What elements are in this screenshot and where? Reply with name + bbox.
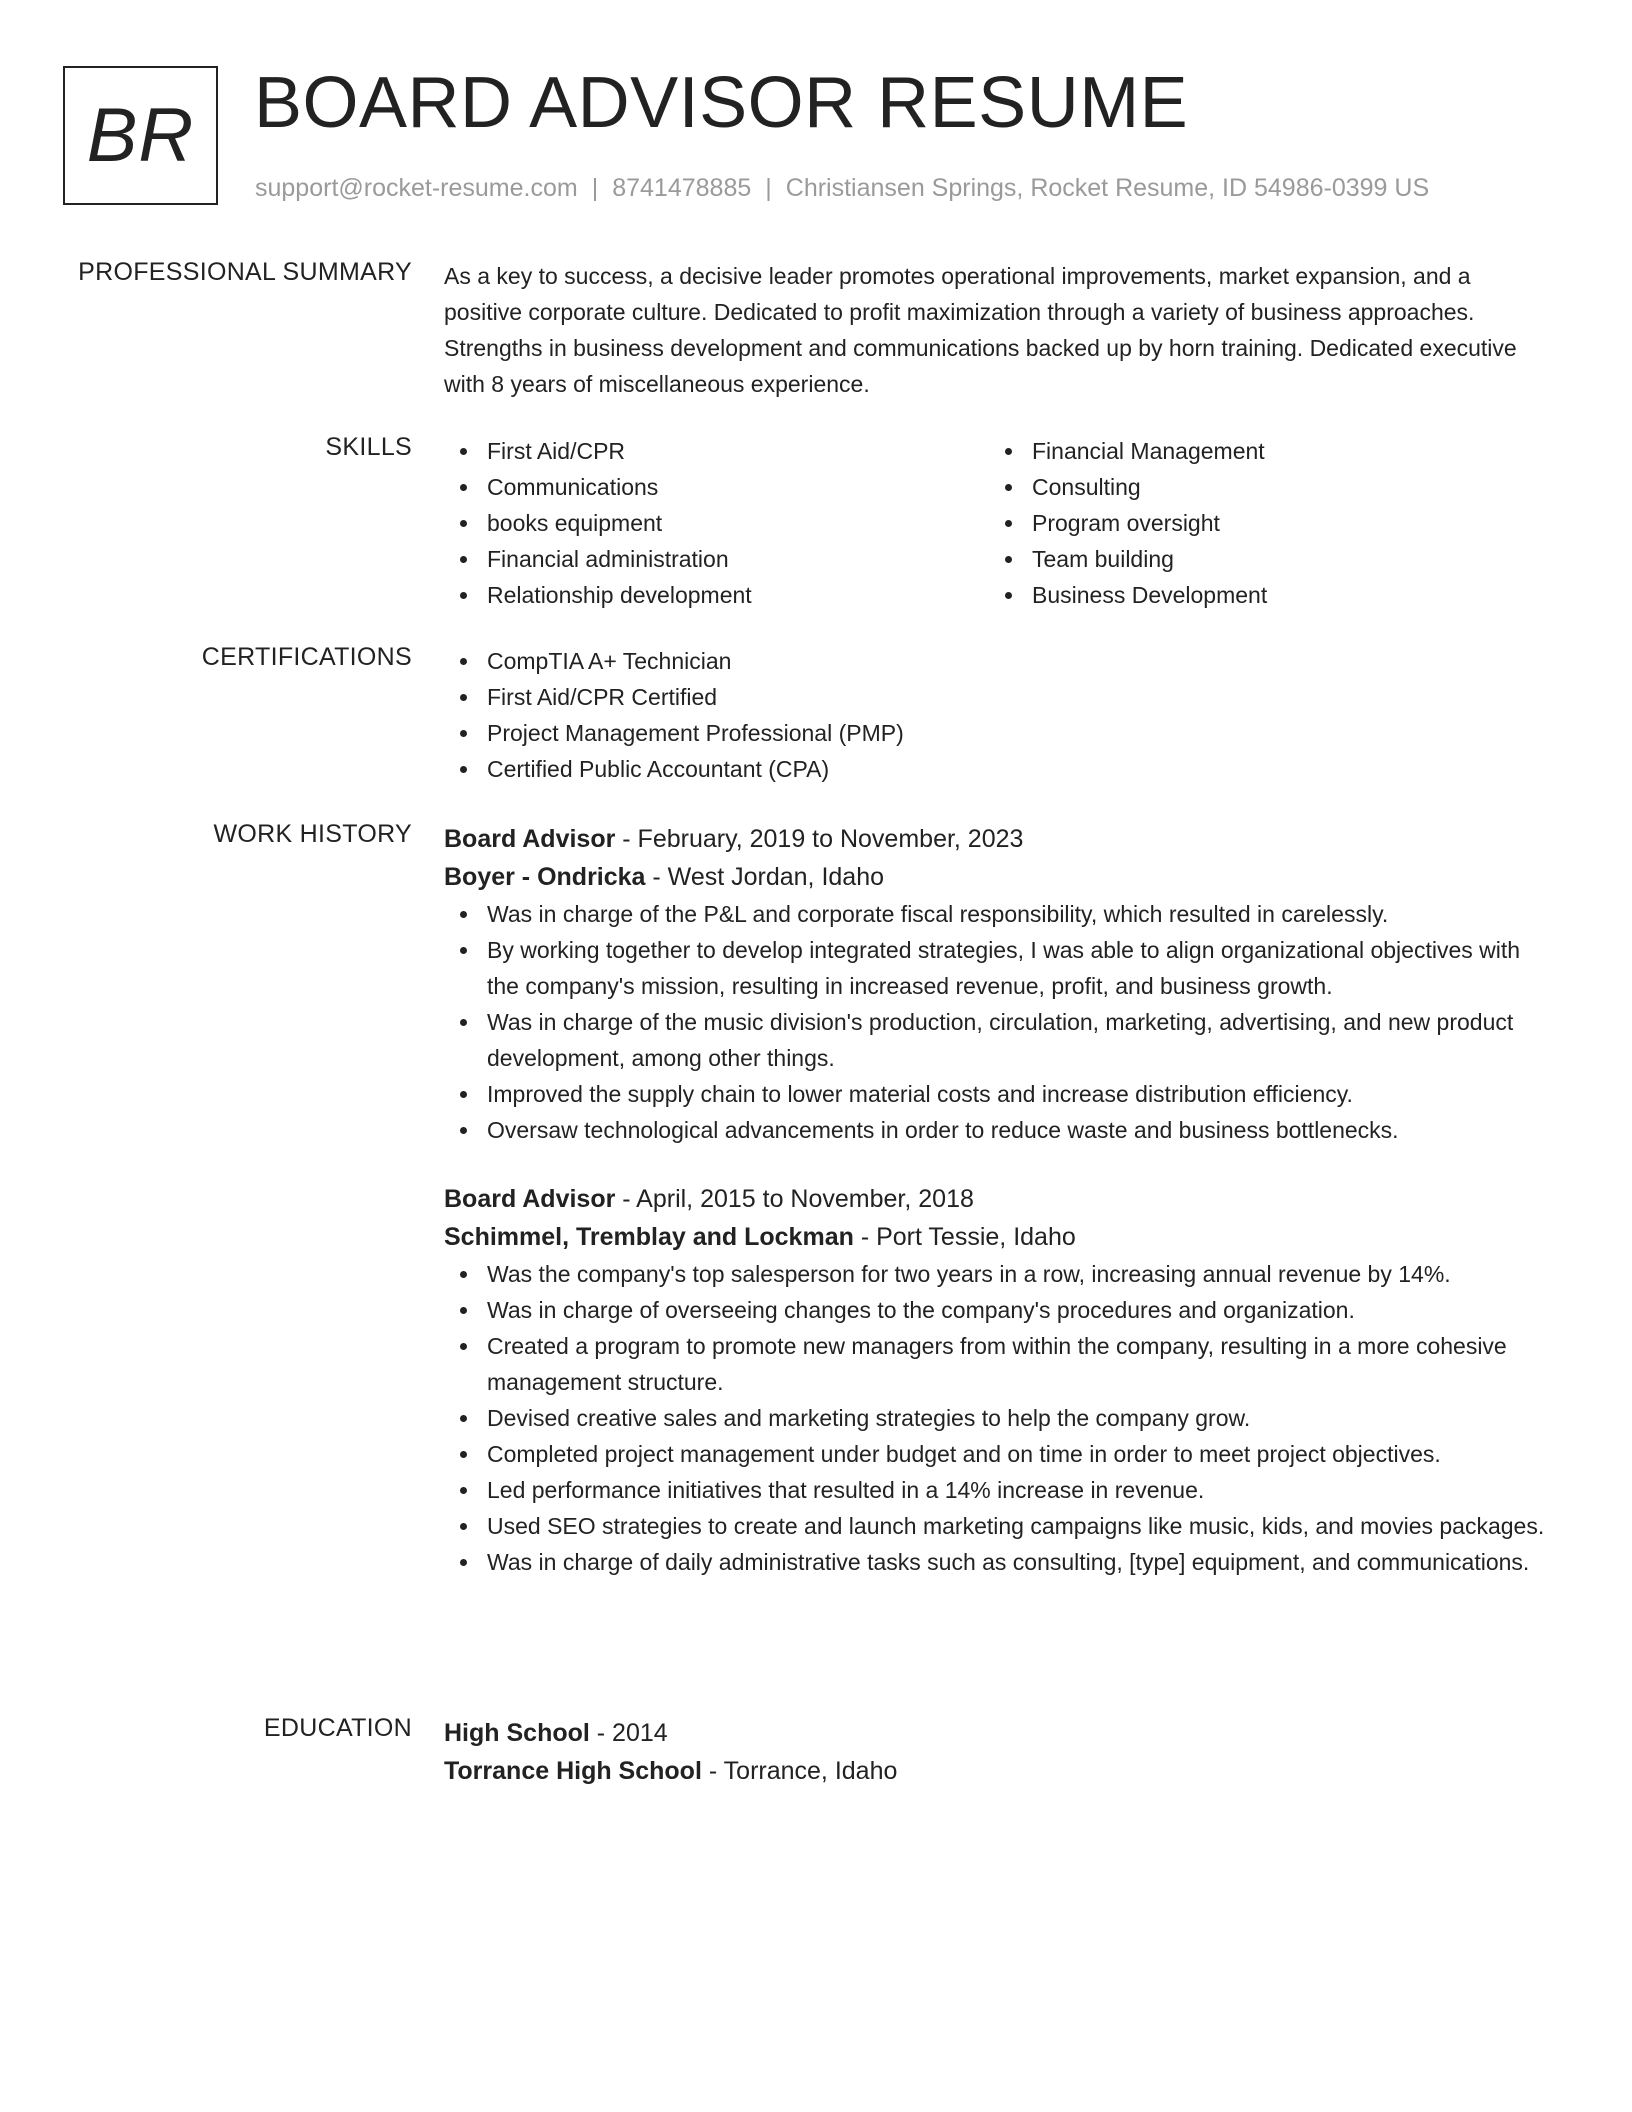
skills-heading: SKILLS bbox=[325, 433, 412, 461]
education-location: - Torrance, Idaho bbox=[701, 1757, 898, 1785]
skill-item: First Aid/CPR bbox=[444, 433, 989, 469]
education-body bbox=[444, 1714, 1554, 1790]
resume-title: BOARD ADVISOR RESUME bbox=[254, 63, 1189, 143]
job-duty: Was the company's top salesperson for two years in a row, increasing annual revenue by 14%. bbox=[444, 1256, 1554, 1292]
certification-item: First Aid/CPR Certified bbox=[444, 679, 1554, 715]
certification-item: Certified Public Accountant (CPA) bbox=[444, 751, 1554, 787]
job-duty: Was in charge of the music division's production, circulation, marketing, advertising, and new product development, among other things. bbox=[444, 1004, 1554, 1076]
skill-item: Relationship development bbox=[444, 577, 989, 613]
resume-header bbox=[63, 63, 1563, 216]
job-duty: Was in charge of the P&L and corporate fiscal responsibility, which resulted in carelessly. bbox=[444, 896, 1554, 932]
job-company: Boyer - Ondricka bbox=[444, 863, 646, 891]
job-entry bbox=[444, 820, 1554, 1148]
job-dates: - February, 2019 to November, 2023 bbox=[615, 825, 1024, 853]
contact-separator: | bbox=[765, 174, 772, 202]
job-dates: - April, 2015 to November, 2018 bbox=[615, 1185, 974, 1213]
contact-address: Christiansen Springs, Rocket Resume, ID 54986-0399 US bbox=[785, 174, 1430, 202]
job-duty: Created a program to promote new managers from within the company, resulting in a more cohesive management structure. bbox=[444, 1328, 1554, 1400]
education-school: Torrance High School bbox=[444, 1757, 702, 1785]
job-duty: Led performance initiatives that resulted in a 14% increase in revenue. bbox=[444, 1472, 1554, 1508]
job-title-line bbox=[444, 820, 1554, 858]
skills-body bbox=[444, 433, 1554, 613]
job-duty: Was in charge of daily administrative tasks such as consulting, [type] equipment, and communications. bbox=[444, 1544, 1554, 1580]
certifications-heading: CERTIFICATIONS bbox=[201, 643, 412, 671]
job-company-line bbox=[444, 1218, 1554, 1256]
education-degree-line bbox=[444, 1714, 1554, 1752]
job-duty: Devised creative sales and marketing strategies to help the company grow. bbox=[444, 1400, 1554, 1436]
certifications-list bbox=[444, 643, 1554, 787]
skill-item: Financial administration bbox=[444, 541, 989, 577]
contact-phone[interactable]: 8741478885 bbox=[612, 174, 752, 202]
skill-item: Communications bbox=[444, 469, 989, 505]
job-duty: Improved the supply chain to lower material costs and increase distribution efficiency. bbox=[444, 1076, 1554, 1112]
contact-separator: | bbox=[591, 174, 599, 202]
job-location: - Port Tessie, Idaho bbox=[853, 1223, 1076, 1251]
job-company-line bbox=[444, 858, 1554, 896]
job-duty: Oversaw technological advancements in order to reduce waste and business bottlenecks. bbox=[444, 1112, 1554, 1148]
certification-item: Project Management Professional (PMP) bbox=[444, 715, 1554, 751]
job-duties-list bbox=[444, 1256, 1554, 1580]
certifications-body bbox=[444, 643, 1554, 787]
education-degree: High School bbox=[444, 1719, 590, 1747]
job-entry bbox=[444, 1180, 1554, 1580]
skill-item: Consulting bbox=[989, 469, 1534, 505]
skill-item: Business Development bbox=[989, 577, 1534, 613]
skill-item: books equipment bbox=[444, 505, 989, 541]
job-duty: Used SEO strategies to create and launch marketing campaigns like music, kids, and movies packages. bbox=[444, 1508, 1554, 1544]
skill-item: Program oversight bbox=[989, 505, 1534, 541]
education-school-line bbox=[444, 1752, 1554, 1790]
job-title-line bbox=[444, 1180, 1554, 1218]
contact-line bbox=[255, 174, 1429, 203]
education-year: - 2014 bbox=[589, 1719, 668, 1747]
job-company: Schimmel, Tremblay and Lockman bbox=[444, 1223, 854, 1251]
skill-item: Financial Management bbox=[989, 433, 1534, 469]
work-history-heading: WORK HISTORY bbox=[213, 820, 412, 848]
skills-list-right bbox=[989, 433, 1534, 613]
summary-heading: PROFESSIONAL SUMMARY bbox=[78, 258, 412, 286]
education-heading: EDUCATION bbox=[263, 1714, 412, 1742]
job-location: - West Jordan, Idaho bbox=[645, 863, 885, 891]
contact-email[interactable]: support@rocket-resume.com bbox=[255, 174, 578, 202]
skill-item: Team building bbox=[989, 541, 1534, 577]
skills-list-left bbox=[444, 433, 989, 613]
monogram-logo: BR bbox=[63, 66, 218, 205]
job-duty: Was in charge of overseeing changes to the company's procedures and organization. bbox=[444, 1292, 1554, 1328]
work-history-body bbox=[444, 820, 1554, 1580]
summary-text: As a key to success, a decisive leader promotes operational improvements, market expansion, and a positive corporate culture. Dedicated to profit maximization through a variety of business approaches. Strengths in business development and communications backed up by horn training. Dedicated executive with 8 years of miscellaneous experience. bbox=[444, 263, 1517, 397]
job-title: Board Advisor bbox=[444, 1185, 616, 1213]
job-duty: By working together to develop integrated strategies, I was able to align organizational objectives with the company's mission, resulting in increased revenue, profit, and business growth. bbox=[444, 932, 1554, 1004]
job-title: Board Advisor bbox=[444, 825, 616, 853]
job-duties-list bbox=[444, 896, 1554, 1148]
certification-item: CompTIA A+ Technician bbox=[444, 643, 1554, 679]
job-duty: Completed project management under budget and on time in order to meet project objectives. bbox=[444, 1436, 1554, 1472]
